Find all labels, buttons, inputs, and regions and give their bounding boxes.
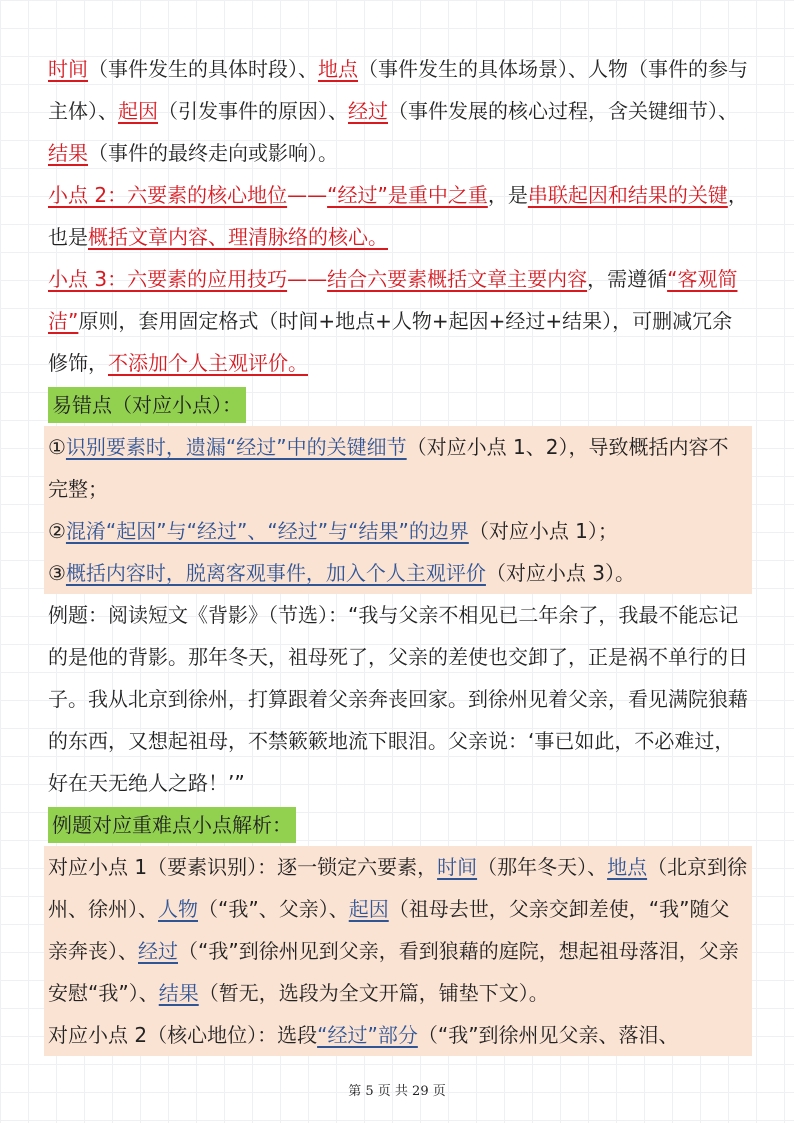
paragraph-point-2 bbox=[48, 174, 748, 258]
mistake-1 bbox=[48, 426, 748, 510]
text: （“我”到徐州见父亲、落泪、 bbox=[417, 1023, 679, 1047]
text: （事件发展的核心过程，含关键细节）、 bbox=[388, 99, 738, 123]
analysis-place: 地点 bbox=[607, 855, 648, 879]
mistakes-block bbox=[44, 426, 752, 594]
text: （祖母去世，父亲交卸差使，“我”随父亲奔丧）、 bbox=[48, 897, 730, 963]
paragraph-point-3 bbox=[48, 258, 748, 384]
analysis-people: 人物 bbox=[158, 897, 198, 921]
term-process: 经过 bbox=[348, 99, 388, 123]
analysis-time: 时间 bbox=[437, 855, 478, 879]
analysis-block bbox=[44, 846, 752, 1056]
term-cause: 起因 bbox=[118, 99, 158, 123]
text: 原则，套用固定格式（时间+地点+人物+起因+经过+结果），可删减冗余修饰， bbox=[48, 309, 733, 375]
text: （“我”、父亲）、 bbox=[198, 897, 349, 921]
heading-mistakes-row bbox=[48, 384, 748, 426]
point-2-title: 小点 2：六要素的核心地位 bbox=[48, 183, 288, 207]
text: （对应小点 1、2），导致概括内容不完整； bbox=[48, 435, 729, 501]
mistake-2 bbox=[48, 510, 748, 552]
mistake-number: ② bbox=[48, 519, 66, 543]
dash: —— bbox=[287, 183, 328, 207]
analysis-point-2 bbox=[48, 1014, 748, 1056]
text: （对应小点 1）； bbox=[468, 519, 618, 543]
analysis-point-1 bbox=[48, 846, 748, 1014]
heading-analysis: 例题对应重难点小点解析： bbox=[48, 807, 296, 843]
text: （事件发生的具体时段）、 bbox=[88, 57, 318, 81]
point-3-title: 小点 3：六要素的应用技巧 bbox=[48, 267, 288, 291]
point-2-key: “经过”是重中之重 bbox=[327, 183, 488, 207]
text: 对应小点 2（核心地位）：选段 bbox=[48, 1023, 318, 1047]
example-passage: 例题：阅读短文《背影》（节选）：“我与父亲不相见已二年余了，我最不能忘记的是他的背影。那年冬天，祖母死了，父亲的差使也交卸了，正是祸不单行的日子。我从北京到徐州，打算跟着父亲奔丧回家。到徐州见着父亲，看见满院狼藉的东西，又想起祖母，不禁簌簌地流下眼泪。父亲说：‘事已如此，不必难过，好在天无绝人之路！’” bbox=[48, 603, 748, 795]
text: （引发事件的原因）、 bbox=[158, 99, 348, 123]
mistake-3 bbox=[48, 552, 748, 594]
point-3-key: 结合六要素概括文章主要内容 bbox=[327, 267, 588, 291]
mistake-1-key: 识别要素时，遗漏“经过”中的关键细节 bbox=[65, 435, 407, 459]
text: （暂无，选段为全文开篇，铺垫下文）。 bbox=[198, 981, 549, 1005]
mistake-3-key: 概括内容时，脱离客观事件，加入个人主观评价 bbox=[65, 561, 486, 585]
text: ，也是 bbox=[48, 183, 748, 249]
text: 对应小点 1（要素识别）：逐一锁定六要素， bbox=[48, 855, 438, 879]
page-number: 第 5 页 共 29 页 bbox=[348, 1084, 446, 1099]
text: （“我”到徐州见到父亲，看到狼藉的庭院，想起祖母落泪，父亲安慰“我”）、 bbox=[48, 939, 739, 1005]
analysis-result: 结果 bbox=[158, 981, 199, 1005]
point-2-core: 概括文章内容、理清脉络的核心。 bbox=[88, 225, 388, 249]
heading-analysis-row bbox=[48, 804, 748, 846]
heading-mistakes: 易错点（对应小点）： bbox=[48, 387, 246, 423]
term-time: 时间 bbox=[48, 57, 88, 81]
text: ，是 bbox=[487, 183, 528, 207]
text: ，需遵循 bbox=[587, 267, 668, 291]
point-3-principle: “客观简洁” bbox=[48, 267, 738, 333]
analysis-cause: 起因 bbox=[348, 897, 389, 921]
text: （北京到徐州、徐州）、 bbox=[48, 855, 748, 921]
point-3-no-opinion: 不添加个人主观评价。 bbox=[108, 351, 308, 375]
mistake-number: ① bbox=[48, 435, 66, 459]
term-result: 结果 bbox=[48, 141, 88, 165]
mistake-number: ③ bbox=[48, 561, 66, 585]
text: （事件的最终走向或影响）。 bbox=[88, 141, 338, 165]
analysis-process: 经过 bbox=[138, 939, 178, 963]
text: （那年冬天）、 bbox=[477, 855, 608, 879]
paragraph-elements bbox=[48, 48, 748, 174]
point-2-link: 串联起因和结果的关键 bbox=[527, 183, 728, 207]
analysis-process-part: “经过”部分 bbox=[317, 1023, 418, 1047]
mistake-2-key: 混淆“起因”与“经过”、“经过”与“结果”的边界 bbox=[65, 519, 469, 543]
page-content bbox=[48, 48, 748, 1056]
text: （事件发生的具体场景）、人物（事件的参与主体）、 bbox=[48, 57, 748, 123]
text: （对应小点 3）。 bbox=[485, 561, 636, 585]
term-place: 地点 bbox=[318, 57, 358, 81]
dash: —— bbox=[287, 267, 328, 291]
